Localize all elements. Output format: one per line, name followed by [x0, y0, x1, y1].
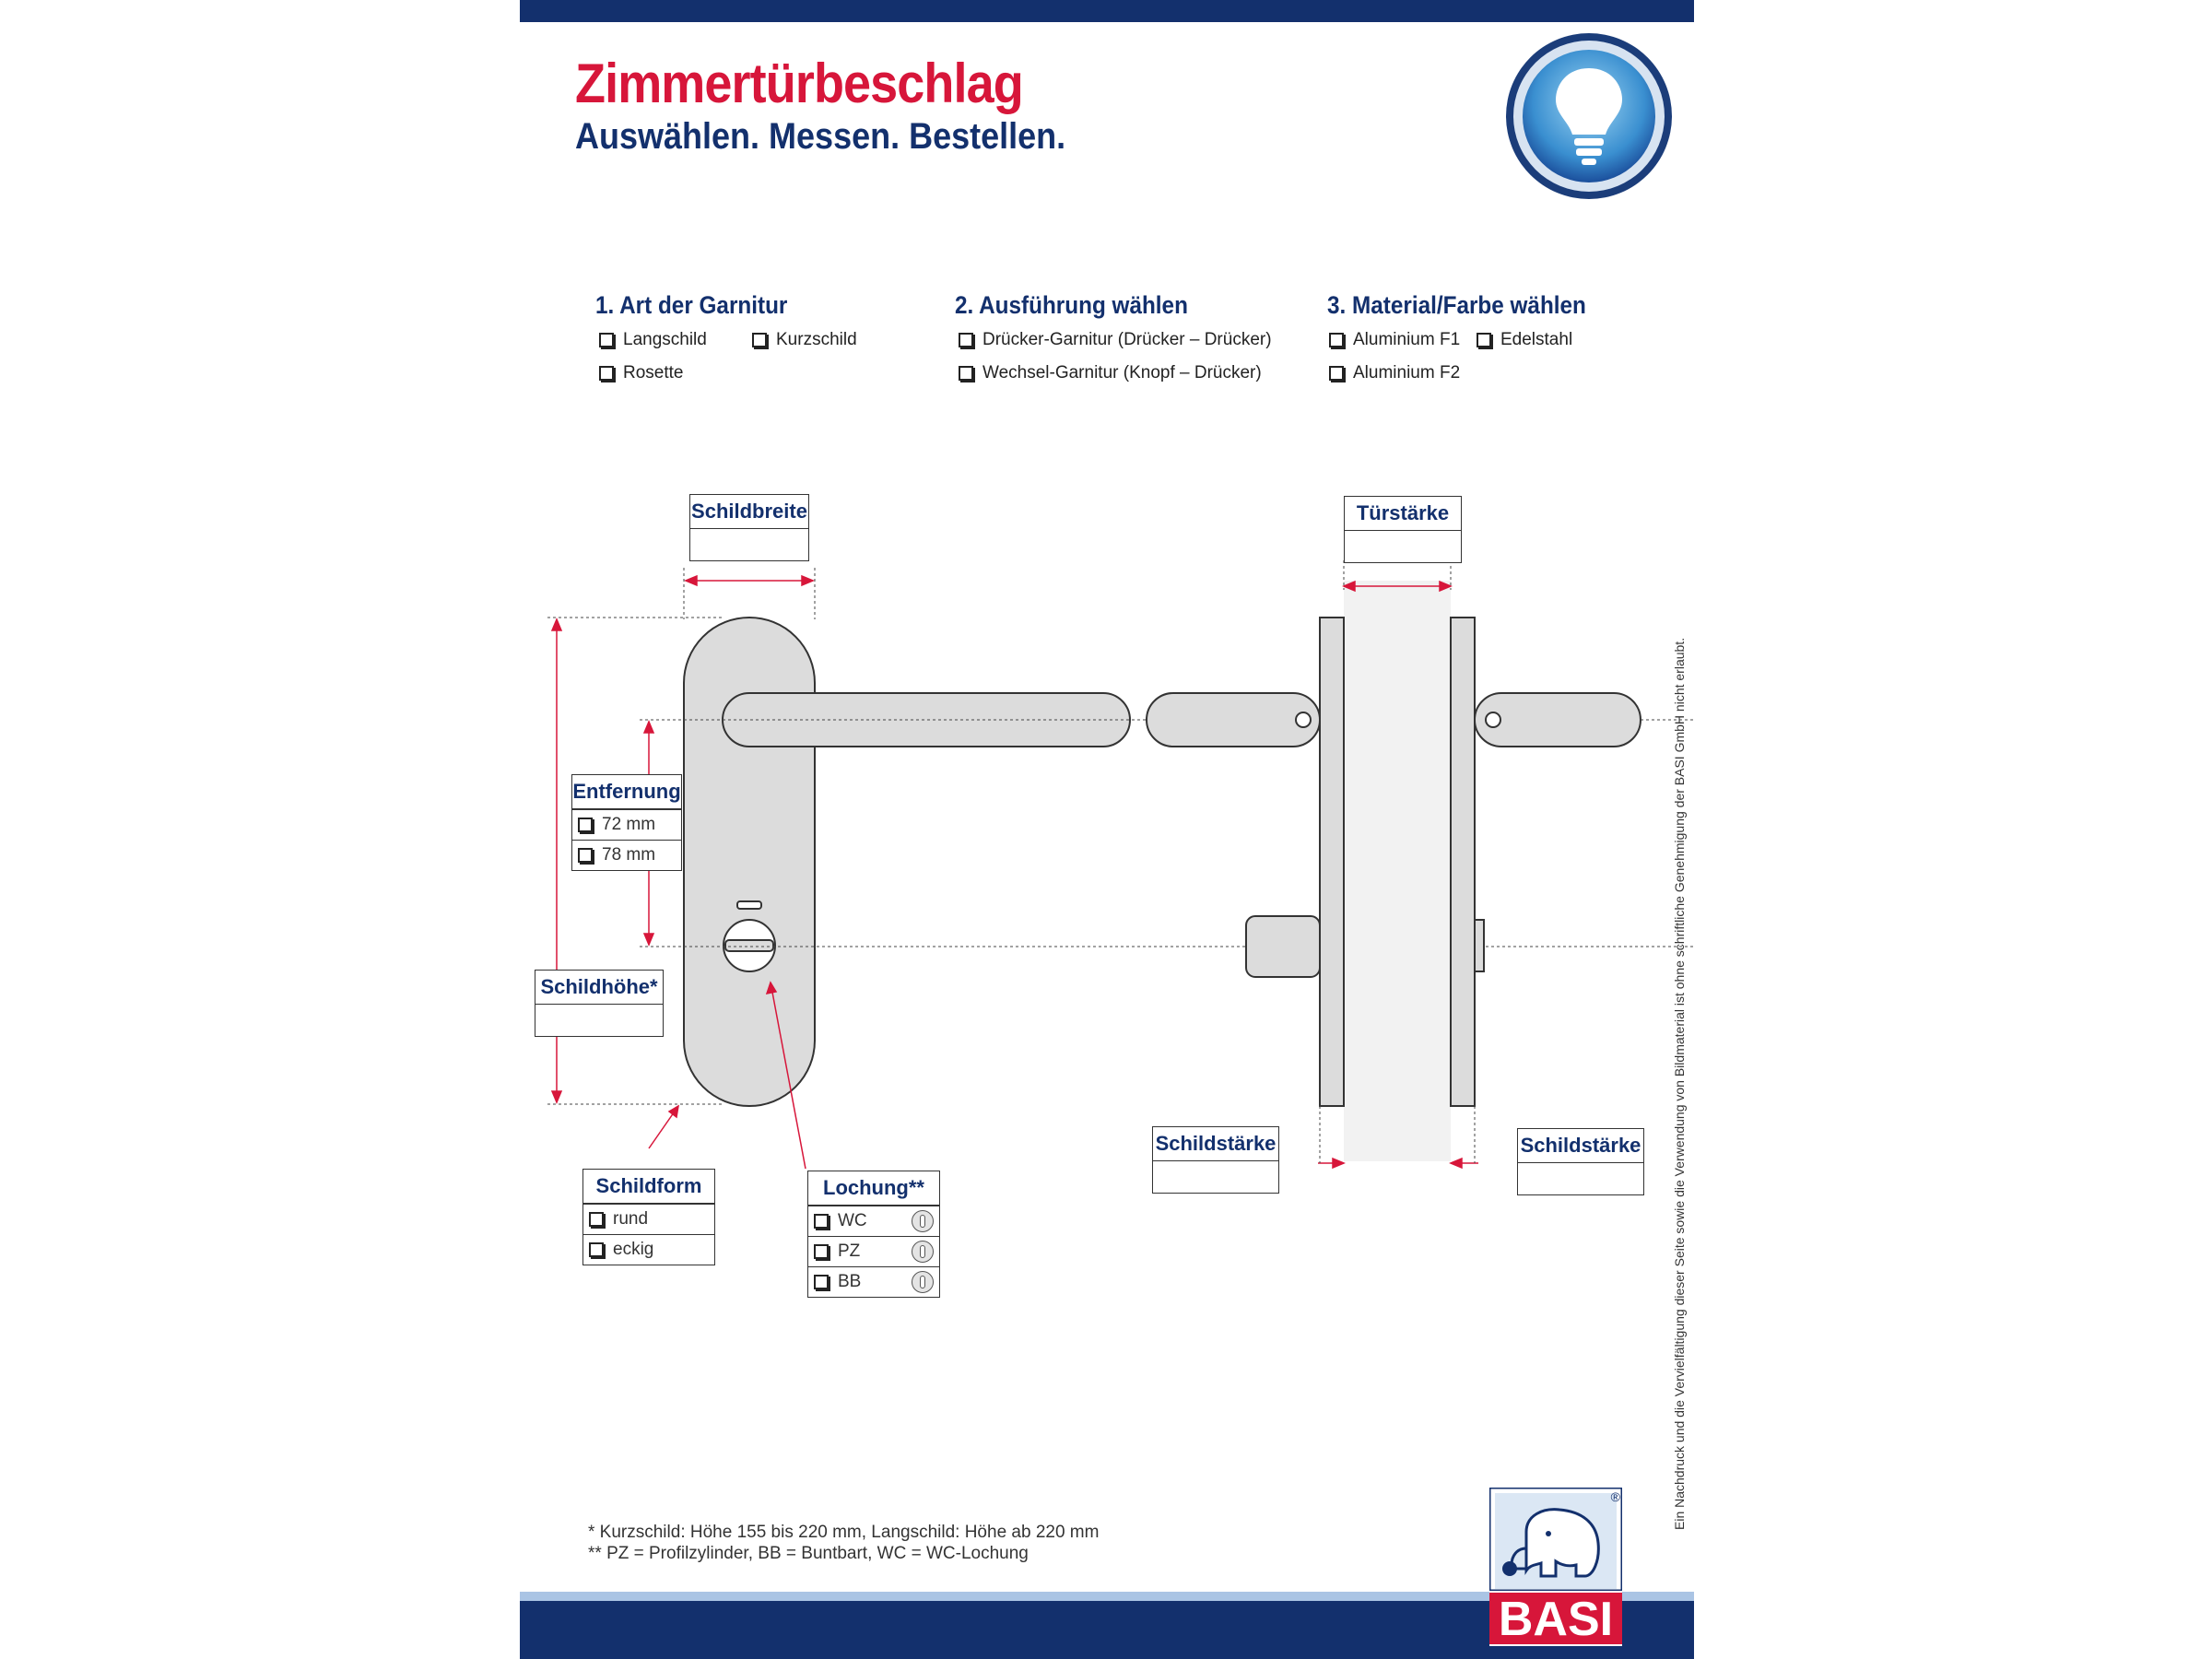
catalog-page [520, 0, 1694, 1659]
option-bb[interactable]: BB [808, 1266, 939, 1297]
section-3-heading: 3. Material/Farbe wählen [1327, 291, 1586, 319]
option-eckig[interactable]: eckig [583, 1234, 714, 1265]
wc-indicator [737, 901, 761, 909]
footnote-2: ** PZ = Profilzylinder, BB = Buntbart, WC = WC-Lochung [588, 1544, 1029, 1563]
basi-logo: ® BASI [1489, 1488, 1622, 1646]
lochung-box: Lochung** WC PZ BB [807, 1171, 940, 1298]
elephant-key-icon [1489, 1488, 1622, 1591]
option-pz[interactable]: PZ [808, 1236, 939, 1266]
copyright-notice: Ein Nachdruck und die Vervielfältigung dieser Seite sowie die Verwendung von Bildmaterial ist ohne schriftliche Genehmigung der BASI GmbH nicht erlaubt. [1672, 637, 1687, 1530]
wc-lock-icon [912, 1210, 934, 1232]
option-rund[interactable]: rund [583, 1204, 714, 1234]
option-langschild[interactable]: Langschild [599, 330, 707, 350]
door-body [1344, 581, 1451, 1161]
schildhoehe-box: Schildhöhe* [535, 970, 664, 1037]
schildbreite-box: Schildbreite [689, 494, 809, 561]
option-druecker-garnitur[interactable]: Drücker-Garnitur (Drücker – Drücker) [959, 330, 1272, 350]
back-plate [684, 618, 815, 1106]
schildstaerke-right-box: Schildstärke [1517, 1128, 1644, 1195]
option-edelstahl[interactable]: Edelstahl [1477, 330, 1572, 350]
option-78mm[interactable]: 78 mm [572, 840, 681, 870]
schildstaerke-right-input[interactable] [1518, 1163, 1643, 1194]
schildhoehe-input[interactable] [535, 1005, 663, 1036]
option-72mm[interactable]: 72 mm [572, 809, 681, 840]
tuerstaerke-box: Türstärke [1344, 496, 1462, 563]
section-2-heading: 2. Ausführung wählen [955, 291, 1188, 319]
footnote-1: * Kurzschild: Höhe 155 bis 220 mm, Langschild: Höhe ab 220 mm [588, 1523, 1100, 1542]
option-rosette[interactable]: Rosette [599, 363, 683, 383]
bit-key-icon [912, 1271, 934, 1293]
escutcheon-right [1451, 618, 1475, 1106]
page-title: Zimmertürbeschlag [575, 53, 1023, 114]
schildstaerke-left-input[interactable] [1153, 1161, 1278, 1193]
schildstaerke-left-box: Schildstärke [1152, 1126, 1279, 1194]
door-handle-drawing [520, 0, 1694, 1659]
option-wechsel-garnitur[interactable]: Wechsel-Garnitur (Knopf – Drücker) [959, 363, 1262, 383]
escutcheon-left [1320, 618, 1344, 1106]
section-1-heading: 1. Art der Garnitur [595, 291, 788, 319]
schildbreite-input[interactable] [690, 529, 808, 560]
page-subtitle: Auswählen. Messen. Bestellen. [575, 116, 1066, 157]
turn-knob [1246, 916, 1320, 977]
profile-cylinder-icon [912, 1241, 934, 1263]
entfernung-box: Entfernung 72 mm 78 mm [571, 774, 682, 871]
option-kurzschild[interactable]: Kurzschild [752, 330, 857, 350]
tuerstaerke-input[interactable] [1345, 531, 1461, 562]
option-aluminium-f1[interactable]: Aluminium F1 [1329, 330, 1460, 350]
schildform-box: Schildform rund eckig [582, 1169, 715, 1265]
option-wc[interactable]: WC [808, 1206, 939, 1236]
lever-left [1147, 693, 1320, 747]
option-aluminium-f2[interactable]: Aluminium F2 [1329, 363, 1460, 383]
